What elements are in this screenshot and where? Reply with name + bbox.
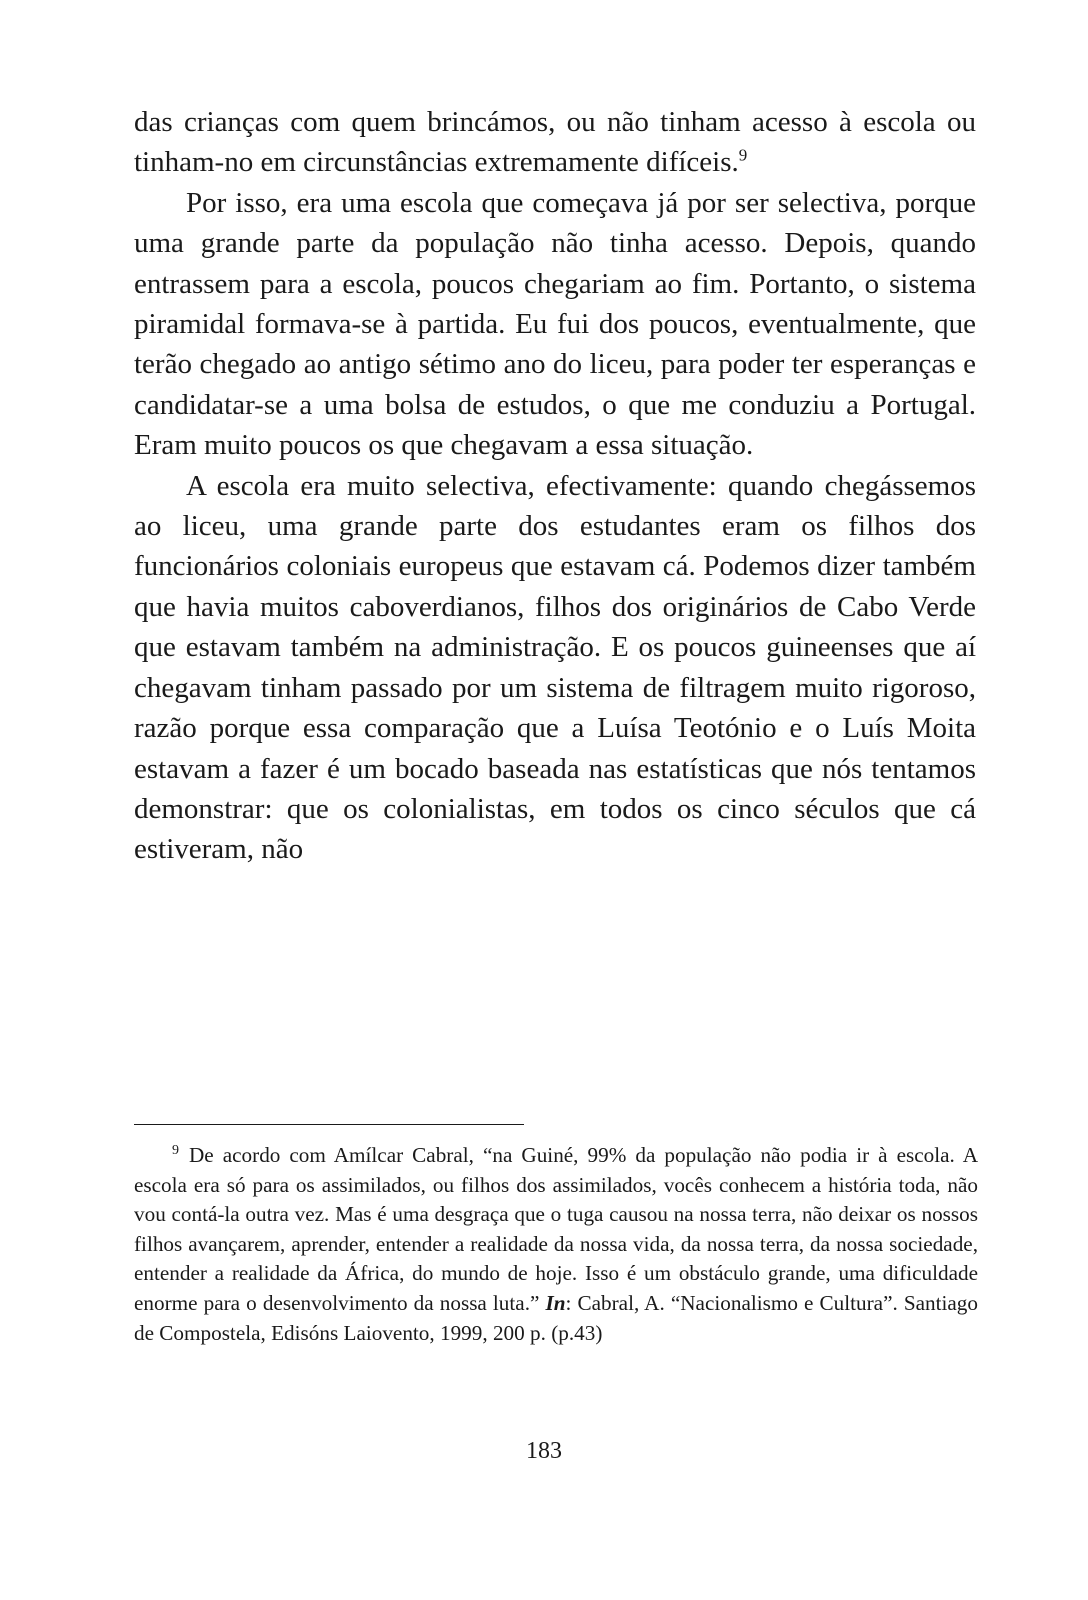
footnote-in-label: In — [545, 1290, 566, 1315]
footnote — [134, 1141, 978, 1348]
footnote-number: 9 — [172, 1142, 179, 1158]
footnote-quote: De acordo com Amílcar Cabral, “na Guiné, 99% da população não podia ir à escola. A escola era só para os assimilados, ou filhos dos assimilados, vocês conhecem a história toda, não vou contá-la outra vez. Mas é uma desgraça que o tuga causou na nossa terra, não deixar os nossos filhos avançarem, aprender, entender a realidade da nossa vida, da nossa terra, da nossa sociedade, entender a realidade da África, do mundo de hoje. Isso é um obstáculo grande, uma dificuldade enorme para o desenvolvimento da nossa luta.” — [134, 1143, 978, 1315]
footnote-divider — [134, 1124, 524, 1125]
page-number: 183 — [526, 1438, 562, 1464]
footnote-citation: : Cabral, A. “Nacionalismo e Cultura”. Santiago de Compostela, Edisóns Laiovento, 1999, 200 p. (p.43) — [134, 1290, 978, 1345]
body-text — [134, 102, 976, 870]
footnote-text — [134, 1141, 978, 1348]
paragraph-3: A escola era muito selectiva, efectivamente: quando chegássemos ao liceu, uma grande parte dos estudantes eram os filhos dos funcionários coloniais europeus que estavam cá. Podemos dizer também que havia muitos caboverdianos, filhos dos originários de Cabo Verde que estavam também na administração. E os poucos guineenses que aí chegavam tinham passado por um sistema de filtragem muito rigoroso, razão porque essa comparação que a Luísa Teotónio e o Luís Moita estavam a fazer é um bocado baseada nas estatísticas que nós tentamos demonstrar: que os colonialistas, em todos os cinco séculos que cá estiveram, não — [134, 469, 976, 866]
footnote-reference: 9 — [738, 145, 748, 165]
paragraph-1 — [134, 102, 976, 183]
paragraph-2: Por isso, era uma escola que começava já por ser selectiva, porque uma grande parte da população não tinha acesso. Depois, quando entrassem para a escola, poucos chegariam ao fim. Portanto, o sistema piramidal formava-se à partida. Eu fui dos poucos, eventualmente, que terão chegado ao antigo sétimo ano do liceu, para poder ter esperanças e candidatar-se a uma bolsa de estudos, o que me conduziu a Portugal. Eram muito poucos os que chegavam a essa situação. — [134, 186, 976, 462]
paragraph-1-text: das crianças com quem brincámos, ou não tinham acesso à escola ou tinham-no em circunstâncias extremamente difíceis. — [134, 106, 976, 179]
